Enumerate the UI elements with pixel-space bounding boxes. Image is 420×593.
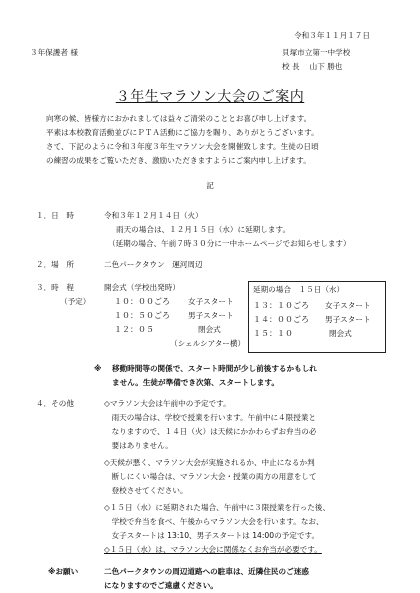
request-line-1: 二色パークタウンの周辺道路への駐車は、近隣住民のご迷惑	[104, 567, 309, 576]
other-line-4: 要はありません。	[104, 441, 173, 450]
time-sub-label: （予定）	[60, 297, 91, 306]
intro-line-1: 向寒の候、皆様方におかれましては益々ご清栄のこととお喜び申し上げます。	[46, 114, 312, 123]
alt-schedule-box	[248, 281, 386, 353]
schedule-time-3: １２：０５	[114, 325, 154, 334]
depart-text: 開会式（学校出発時）	[104, 283, 180, 292]
schedule-event-3: 閉会式	[198, 325, 221, 334]
school-name: 貝塚市立第一中学校	[282, 48, 351, 57]
alt-time-3: １５：１０	[253, 329, 293, 338]
request-line-2: になりますのでご遠慮ください。	[104, 581, 218, 590]
other-label: ４．その他	[36, 399, 74, 408]
intro-line-2: 平素は本校教育活動並びにＰＴＡ活動にご協力を賜り、ありがとうございます。	[46, 128, 319, 137]
alt-time-1: １３：１０ごろ	[253, 301, 309, 310]
other-line-10: 女子スタートは 13:10、男子スタートは 14:00の予定です。	[104, 531, 320, 540]
schedule-event-2: 男子スタート	[188, 311, 234, 320]
principal-name: 校 長 山下 勝也	[282, 62, 343, 71]
date-value: 令和３年１２月１４日（火）	[104, 211, 203, 220]
place-label: ２．場 所	[36, 260, 74, 269]
schedule-event-1: 女子スタート	[188, 297, 234, 306]
schedule-time-2: １０：５０ごろ	[114, 311, 170, 320]
other-line-8: ◇１５日（水）に延期された場合、午前中に３限授業を行った後、	[104, 503, 331, 512]
other-line-7: 登校させてください。	[104, 486, 188, 495]
document-date: 令和３年１１月１７日	[294, 31, 370, 40]
other-line-3: なりますので、１４日（火）は天候にかかわらずお弁当の必	[104, 427, 317, 436]
alt-event-2: 男子スタート	[325, 315, 371, 324]
notice-mark: ※	[94, 364, 102, 373]
schedule-time-1: １０：００ごろ	[114, 297, 170, 306]
alt-box-header: 延期の場合 １５日（水）	[253, 285, 345, 294]
alt-event-1: 女子スタート	[325, 301, 371, 310]
request-label: ※お願い	[48, 567, 79, 576]
other-line-6: 断しにくい場合は、マラソン大会・授業の両方の用意をして	[104, 472, 317, 481]
recipient-line: ３年保護者 様	[30, 48, 78, 57]
time-label: ３．時 程	[36, 283, 74, 292]
ki-heading: 記	[206, 181, 214, 190]
notice-line-1: 移動時間等の関係で、スタート時間が少し前後するかもしれ	[112, 364, 317, 373]
other-line-11: ◇１５日（水）は、マラソン大会に関係なくお弁当が必要です。	[104, 545, 322, 554]
other-line-9: 学校で弁当を食べ、午後からマラソン大会を行います。なお、	[104, 517, 324, 526]
page-title: ３年生マラソン大会のご案内	[115, 89, 305, 105]
other-line-1: ◇マラソン大会は午前中の予定です。	[104, 399, 231, 408]
postpone-note: （延期の場合、午前７時３０分に一中ホームページでお知らせします）	[108, 239, 351, 248]
shelter-note: （シェルシアター横）	[170, 339, 246, 348]
intro-line-4: の練習の成果をご覧いただき、激励いただきますようにご案内申し上げます。	[46, 156, 311, 165]
intro-line-3: さて、下記のように令和３年度３年生マラソン大会を開催致します。生徒の日頃	[46, 142, 319, 151]
place-value: 二色パークタウン 運河周辺	[104, 260, 203, 269]
other-line-5: ◇天候が悪く、マラソン大会が実施されるか、中止になるか判	[104, 458, 315, 467]
alt-event-3: 閉会式	[329, 329, 352, 338]
alt-time-2: １４：００ごろ	[253, 315, 309, 324]
rain-note: 雨天の場合は、１２月１５日（水）に延期します。	[116, 225, 291, 234]
other-line-2: 雨天の場合は、学校で授業を行います。午前中に４限授業と	[104, 413, 317, 422]
notice-line-2: ません。生徒が準備でき次第、スタートします。	[112, 378, 279, 387]
date-label: １．日 時	[36, 211, 74, 220]
